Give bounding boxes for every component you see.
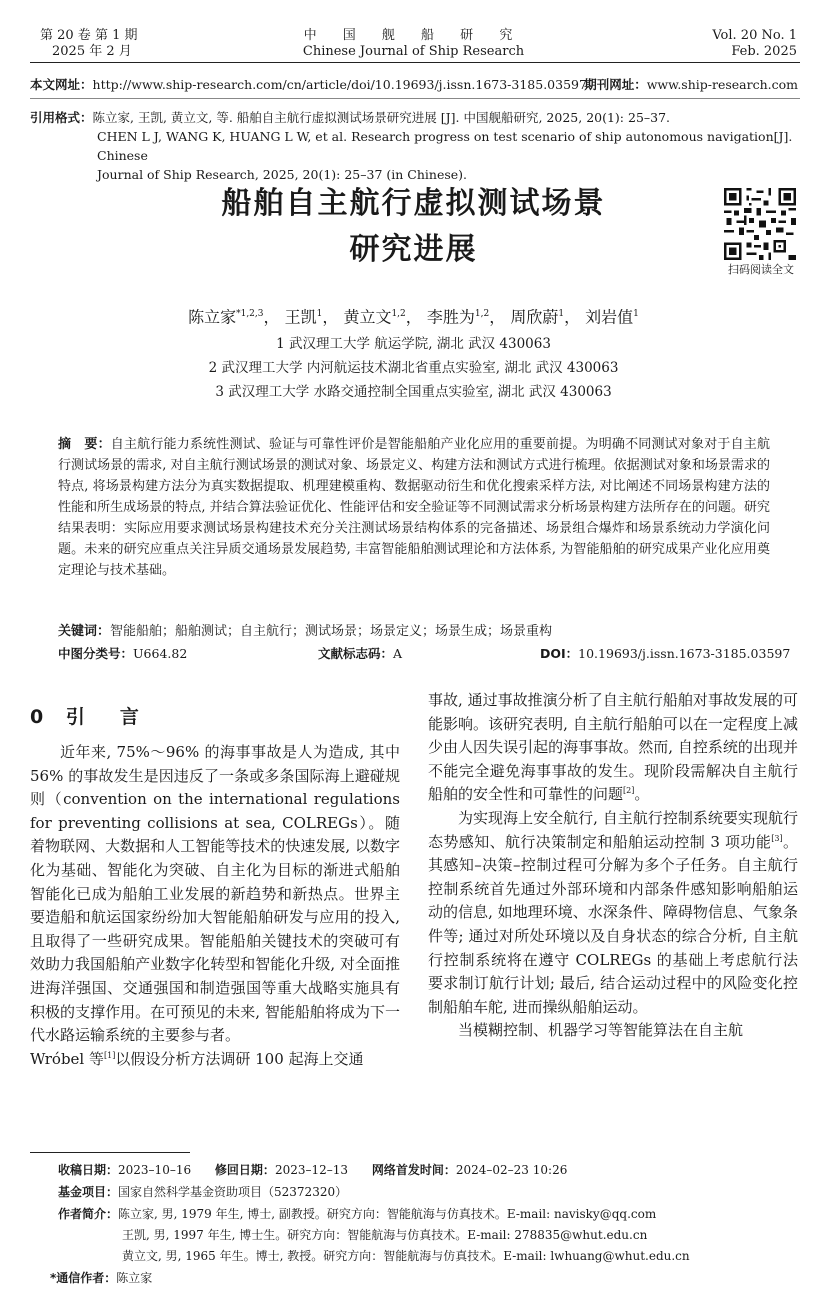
article-url-label: 本文网址： xyxy=(30,77,93,92)
abstract-label: 摘 要： xyxy=(58,437,111,452)
author-affiliation-mark: 1,2 xyxy=(391,309,406,319)
doi-value[interactable]: 10.19693/j.issn.1673-3185.03597 xyxy=(578,646,791,661)
journal-url-label: 期刊网址： xyxy=(584,77,647,92)
footnote-dates xyxy=(30,1160,567,1181)
bio-label: 作者简介： xyxy=(58,1207,119,1221)
author-name: 刘岩值 xyxy=(585,307,634,327)
clc-value: U664.82 xyxy=(133,646,188,661)
section-number: 0 xyxy=(30,706,52,728)
citation-label: 引用格式： xyxy=(30,110,93,125)
doc-code-label: 文献标志码： xyxy=(318,646,394,661)
fund-text: 国家自然科学基金资助项目（52372320） xyxy=(118,1185,348,1199)
author-name: 王凯 xyxy=(284,307,317,327)
doi-label: DOI： xyxy=(540,646,579,661)
header-journal-en: Chinese Journal of Ship Research xyxy=(302,44,525,59)
author-affiliation-mark: 1 xyxy=(558,309,565,319)
doc-code-value: A xyxy=(393,646,403,661)
revised-date: 2023–12–13 xyxy=(274,1163,349,1177)
body-paragraph: Wróbel 等[1]以假设分析方法调研 100 起海上交通 xyxy=(30,1049,364,1068)
author-affiliation-mark: 1 xyxy=(633,309,639,319)
fund-label: 基金项目： xyxy=(58,1185,119,1199)
article-url[interactable]: http://www.ship-research.com/cn/article/doi/10.19693/j.issn.1673-3185.03597 xyxy=(92,77,587,92)
keywords-label: 关键词： xyxy=(58,624,111,639)
citation-block xyxy=(30,108,810,184)
body-paragraph: 事故, 通过事故推演分析了自主航行船舶对事故发展的可能影响。该研究表明, 自主航行船舶可以在一定程度上减少由人因失误引起的海事事故。然而, 自控系统的出现并不能完全避免海事事故的发生。现阶段需解决自主航行船舶的安全性和可靠性的问题[2]。 xyxy=(428,691,798,804)
body-paragraph: 近年来, 75%～96% 的海事事故是人为造成, 其中 56% 的事故发生是因违反了一条或多条国际海上避碰规则（convention on the international regulations for preventing collisions at sea, COLREGs）。随着物联网、大数据和人工智能等技术的快速发展, 以数字化为基础、智能化为突破、自主化为目标的渐进式船舶智能化已成为船舶工业发展的新趋势和新热点。世界主要造船和航运国家纷纷加大智能船舶研发与应用的投入, 且取得了一些研究成果。智能船舶关键技术的突破可有效助力我国船舶产业数字化转型和智能化升级, 对全面推进海洋强国、交通强国和制造强国等重大战略实施具有积极的支撑作用。在可预见的未来, 智能船舶将成为下一代水路运输系统的主要参与者。 xyxy=(30,743,400,1045)
body-left-column xyxy=(30,741,400,1071)
author-name: 李胜为 xyxy=(426,307,475,327)
bio-3: 黄立文, 男, 1965 年生。博士, 教授。研究方向：智能航海与仿真技术。E-mail: lwhuang@whut.edu.cn xyxy=(122,1249,690,1263)
header-volume-en-block xyxy=(712,28,797,60)
citation-en-1: CHEN L J, WANG K, HUANG L W, et al. Research progress on test scenario of ship autonomous navigation[J]. Chinese xyxy=(97,129,793,163)
article-url-line xyxy=(30,75,587,94)
footnote-fund xyxy=(30,1182,347,1203)
author-name: 周欣蔚 xyxy=(510,307,559,327)
received-date: 2023–10–16 xyxy=(118,1163,192,1177)
header-journal-cn: 中 国 舰 船 研 究 xyxy=(303,28,524,43)
bio-1: 陈立家, 男, 1979 年生, 博士, 副教授。研究方向：智能航海与仿真技术。E-mail: navisky@qq.com xyxy=(118,1207,657,1221)
header-volume-en: Vol. 20 No. 1 xyxy=(712,28,797,43)
header-rule xyxy=(30,62,800,63)
document-code xyxy=(318,645,402,663)
received-label: 收稿日期： xyxy=(58,1163,119,1177)
header-date-en: Feb. 2025 xyxy=(731,44,797,59)
author-affiliation-mark: *1,2,3 xyxy=(236,309,264,319)
affiliation-1: 1 武汉理工大学 航运学院, 湖北 武汉 430063 xyxy=(276,336,551,352)
bio-2: 王凯, 男, 1997 年生, 博士生。研究方向：智能航海与仿真技术。E-mail: 278835@whut.edu.cn xyxy=(122,1228,648,1242)
author-name: 黄立文 xyxy=(343,307,392,327)
author-affiliation-mark: 1,2 xyxy=(474,309,490,319)
footnote-corresponding xyxy=(30,1268,152,1289)
author-affiliation-mark: 1 xyxy=(316,309,323,319)
header-date-cn: 2025 年 2 月 xyxy=(52,44,132,59)
paper-title-line-1: 船舶自主航行虚拟测试场景 xyxy=(221,186,606,221)
citation-ref[interactable]: [2] xyxy=(623,786,635,796)
citation-ref[interactable]: [3] xyxy=(771,833,783,843)
body-paragraph: 当模糊控制、机器学习等智能算法在自主航 xyxy=(458,1021,744,1040)
footnote-bio xyxy=(30,1204,690,1267)
journal-url-line xyxy=(584,75,798,94)
citation-en-2: Journal of Ship Research, 2025, 20(1): 25–37 (in Chinese). xyxy=(97,167,468,182)
citation-ref[interactable]: [1] xyxy=(104,1050,116,1060)
qr-code-icon[interactable] xyxy=(724,188,796,260)
url-rule xyxy=(30,98,800,99)
header-journal xyxy=(0,28,827,60)
corresponding-label: *通信作者： xyxy=(50,1271,117,1285)
online-label: 网络首发时间： xyxy=(371,1163,456,1177)
journal-url[interactable]: www.ship-research.com xyxy=(646,77,798,92)
abstract-text: 自主航行能力系统性测试、验证与可靠性评价是智能船舶产业化应用的重要前提。为明确不同测试对象对于自主航行测试场景的需求, 对自主航行测试场景的测试对象、场景定义、构建方法和测试方式进行梳理。依据测试对象和场景需求的特点, 将场景构建方法分为真实数据提取、机理建模重构、数据驱动衍生和优化搜索采样方法, 对比阐述不同场景构建方法的性能和所生成场景的特点, 并结合算法验证优化、性能评估和安全验证等不同测试需求分析场景构建方法所存在的问题。研究结果表明：实际应用要求测试场景构建技术充分关注测试场景结构体系的完备描述、场景组合爆炸和场景系统动力学演化问题。未来的研究应重点关注异质交通场景发展趋势, 丰富智能船舶测试理论和方法体系, 为智能船舶的研究成果产业化应用奠定理论与技术基础。 xyxy=(58,437,770,578)
abstract xyxy=(58,434,770,581)
corresponding-author: 陈立家 xyxy=(116,1271,153,1285)
keywords-text: 智能船舶；船舶测试；自主航行；测试场景；场景定义；场景生成；场景重构 xyxy=(110,624,553,639)
section-heading xyxy=(30,702,147,729)
affiliation-2: 2 武汉理工大学 内河航运技术湖北省重点实验室, 湖北 武汉 430063 xyxy=(208,360,619,376)
header-volume-cn: 第 20 卷 第 1 期 xyxy=(40,28,138,43)
author-name: 陈立家 xyxy=(188,307,237,327)
affiliation-3: 3 武汉理工大学 水路交通控制全国重点实验室, 湖北 武汉 430063 xyxy=(215,384,612,400)
author-list: 陈立家$^{*1,2,3}$， 王凯$^1$， 黄立文$^{1,2}$， 李胜为$^{1,2}$， 周欣蔚$^1$， 刘岩值$^1$ xyxy=(188,307,639,327)
doi xyxy=(540,645,790,663)
clc-number xyxy=(58,645,187,663)
keywords xyxy=(58,622,770,642)
online-date: 2024–02–23 10:26 xyxy=(455,1163,568,1177)
body-paragraph: 为实现海上安全航行, 自主航行控制系统要实现航行态势感知、航行决策制定和船舶运动控制 3 项功能[3]。其感知–决策–控制过程可分解为多个子任务。自主航行控制系统首先通过外部环境和内部条件感知影响船舶运动的信息, 如地理环境、水深条件、障碍物信息、气象条件等; 通过对所处环境以及自身状态的综合分析, 自主航行控制系统将在遵守 COLREGs 的基础上考虑航行法要求制订航行计划; 最后, 结合运动过程中的风险变化控制船舶车舵, 进而操纵船舶运动。 xyxy=(428,808,798,1016)
footnote-rule xyxy=(30,1152,190,1153)
citation-cn: 陈立家, 王凯, 黄立文, 等. 船舶自主航行虚拟测试场景研究进展 [J]. 中国舰船研究, 2025, 20(1): 25–37. xyxy=(92,110,671,125)
qr-caption: 扫码阅读全文 xyxy=(728,263,794,276)
clc-label: 中图分类号： xyxy=(58,646,134,661)
revised-label: 修回日期： xyxy=(214,1163,275,1177)
body-right-column xyxy=(428,689,798,1043)
section-title: 引 言 xyxy=(65,706,147,728)
paper-title-line-2: 研究进展 xyxy=(349,232,478,267)
